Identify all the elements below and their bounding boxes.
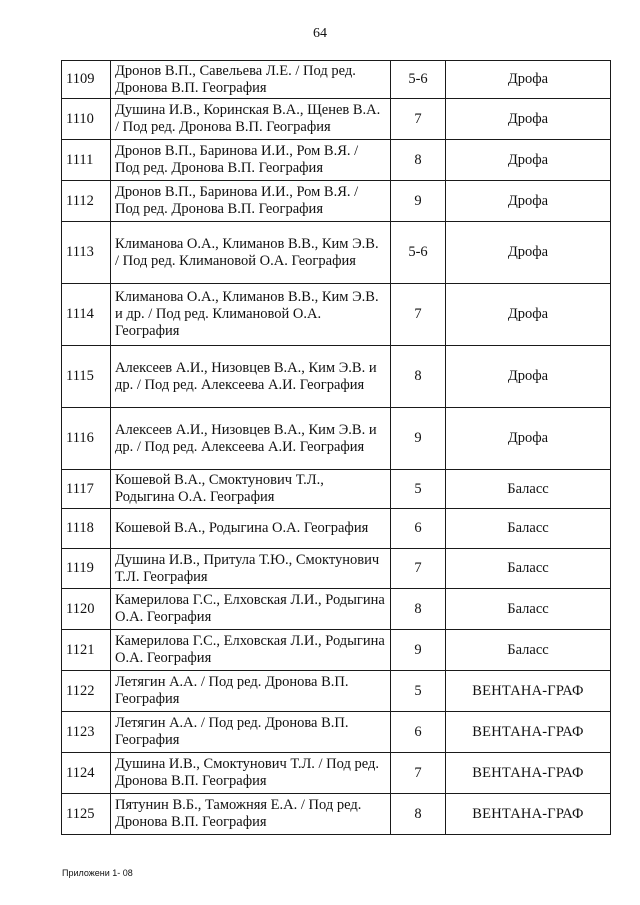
table-row [62,140,611,181]
row-grade: 7 [391,753,446,794]
row-publisher: Дрофа [446,284,611,346]
table-row [62,753,611,794]
row-number: 1120 [62,589,111,630]
row-authors: Кошевой В.А., Родыгина О.А. География [111,509,391,549]
row-grade: 7 [391,284,446,346]
row-grade: 9 [391,408,446,470]
row-grade: 8 [391,140,446,181]
row-number: 1113 [62,222,111,284]
table-row [62,470,611,509]
row-grade: 5-6 [391,222,446,284]
row-grade: 6 [391,712,446,753]
row-authors: Климанова О.А., Климанов В.В., Ким Э.В. / Под ред. Климановой О.А. География [111,222,391,284]
row-number: 1110 [62,99,111,140]
row-number: 1111 [62,140,111,181]
row-publisher: Дрофа [446,222,611,284]
row-authors: Алексеев А.И., Низовцев В.А., Ким Э.В. и др. / Под ред. Алексеева А.И. География [111,408,391,470]
row-authors: Камерилова Г.С., Елховская Л.И., Родыгина О.А. География [111,589,391,630]
row-authors: Летягин А.А. / Под ред. Дронова В.П. География [111,671,391,712]
row-grade: 5-6 [391,61,446,99]
table-row [62,549,611,589]
row-publisher: Дрофа [446,99,611,140]
row-authors: Душина И.В., Притула Т.Ю., Смоктунович Т.Л. География [111,549,391,589]
row-number: 1119 [62,549,111,589]
row-publisher: ВЕНТАНА-ГРАФ [446,753,611,794]
row-number: 1109 [62,61,111,99]
table-row [62,630,611,671]
row-publisher: Дрофа [446,408,611,470]
row-grade: 8 [391,346,446,408]
row-publisher: ВЕНТАНА-ГРАФ [446,671,611,712]
table-row [62,99,611,140]
row-publisher: Баласс [446,630,611,671]
row-publisher: Дрофа [446,140,611,181]
row-publisher: Дрофа [446,61,611,99]
row-authors: Душина И.В., Коринская В.А., Щенев В.А. / Под ред. Дронова В.П. География [111,99,391,140]
row-grade: 9 [391,630,446,671]
table-row [62,222,611,284]
table-row [62,346,611,408]
row-number: 1117 [62,470,111,509]
row-publisher: Баласс [446,589,611,630]
row-grade: 6 [391,509,446,549]
row-grade: 7 [391,99,446,140]
page-number: 64 [313,26,327,41]
row-publisher: Дрофа [446,346,611,408]
row-publisher: Дрофа [446,181,611,222]
row-number: 1123 [62,712,111,753]
row-grade: 7 [391,549,446,589]
row-authors: Дронов В.П., Баринова И.И., Ром В.Я. / Под ред. Дронова В.П. География [111,181,391,222]
row-number: 1116 [62,408,111,470]
row-number: 1114 [62,284,111,346]
table-row [62,181,611,222]
row-authors: Душина И.В., Смоктунович Т.Л. / Под ред. Дронова В.П. География [111,753,391,794]
textbook-table [61,60,611,835]
table-row [62,61,611,99]
table-row [62,589,611,630]
row-authors: Пятунин В.Б., Таможняя Е.А. / Под ред. Дронова В.П. География [111,794,391,835]
footer-note: Приложени 1- 08 [62,868,133,878]
row-authors: Летягин А.А. / Под ред. Дронова В.П. География [111,712,391,753]
row-authors: Климанова О.А., Климанов В.В., Ким Э.В. и др. / Под ред. Климановой О.А. География [111,284,391,346]
row-publisher: ВЕНТАНА-ГРАФ [446,794,611,835]
row-authors: Дронов В.П., Савельева Л.Е. / Под ред. Дронова В.П. География [111,61,391,99]
table-row [62,712,611,753]
row-number: 1122 [62,671,111,712]
row-number: 1125 [62,794,111,835]
table-row [62,408,611,470]
table-row [62,671,611,712]
row-grade: 8 [391,589,446,630]
row-number: 1124 [62,753,111,794]
row-publisher: Баласс [446,509,611,549]
row-grade: 5 [391,671,446,712]
row-publisher: Баласс [446,549,611,589]
row-grade: 9 [391,181,446,222]
row-grade: 5 [391,470,446,509]
table-row [62,284,611,346]
row-publisher: ВЕНТАНА-ГРАФ [446,712,611,753]
row-authors: Камерилова Г.С., Елховская Л.И., Родыгина О.А. География [111,630,391,671]
row-number: 1121 [62,630,111,671]
row-authors: Кошевой В.А., Смоктунович Т.Л., Родыгина О.А. География [111,470,391,509]
row-number: 1115 [62,346,111,408]
table-row [62,794,611,835]
row-number: 1112 [62,181,111,222]
row-authors: Алексеев А.И., Низовцев В.А., Ким Э.В. и др. / Под ред. Алексеева А.И. География [111,346,391,408]
row-number: 1118 [62,509,111,549]
row-authors: Дронов В.П., Баринова И.И., Ром В.Я. / Под ред. Дронова В.П. География [111,140,391,181]
row-publisher: Баласс [446,470,611,509]
table-row [62,509,611,549]
row-grade: 8 [391,794,446,835]
